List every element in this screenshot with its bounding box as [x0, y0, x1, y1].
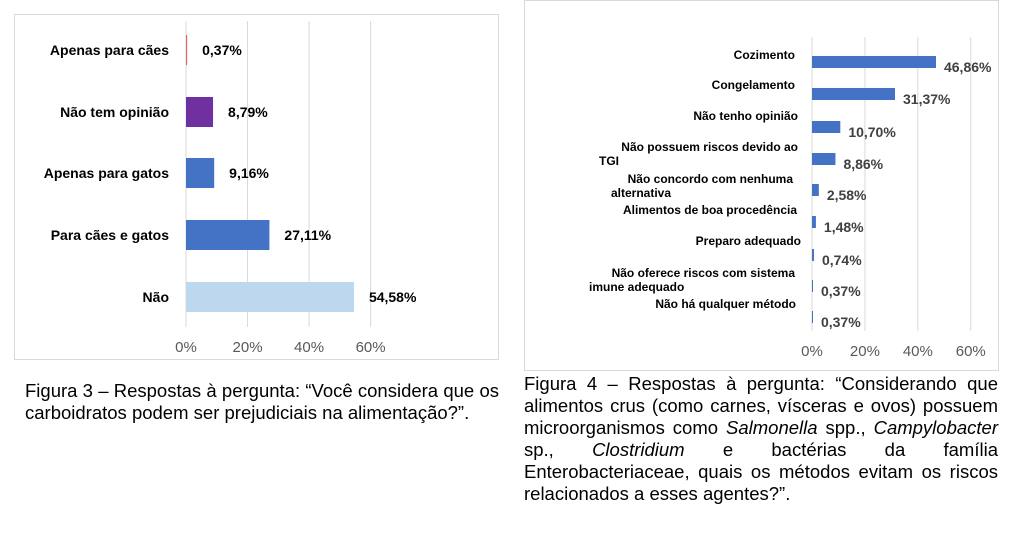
category-label: Não concordo com nenhuma — [627, 172, 793, 186]
bar-chart-figure-3 — [15, 15, 498, 359]
x-tick-label: 0% — [801, 343, 823, 360]
bar-value-label: 31,37% — [903, 91, 951, 107]
bar — [812, 88, 895, 100]
caption-text: Figura 4 – Respostas à pergunta: “Considerando que alimentos crus (como carnes, vísceras e ovos) possuem microorganismos como — [524, 373, 998, 438]
figure-4-caption — [524, 373, 998, 505]
bar — [812, 153, 835, 165]
bar — [812, 311, 813, 323]
bar-value-label: 9,16% — [229, 165, 269, 181]
chart-panel-figure-3 — [14, 14, 499, 360]
bar-value-label: 0,37% — [820, 314, 861, 330]
bar-value-label: 8,79% — [228, 104, 268, 120]
bar-value-label: 27,11% — [284, 227, 332, 243]
bar — [186, 97, 213, 127]
category-label: Não tenho opinião — [693, 109, 798, 123]
category-label: Não possuem riscos devido ao — [621, 140, 798, 154]
bar-chart-figure-4 — [525, 1, 998, 370]
caption-italic-term: Campylobacter — [873, 417, 998, 438]
bar — [812, 249, 814, 261]
bar — [186, 158, 214, 188]
caption-italic-term: Clostridium — [592, 439, 685, 460]
bar — [812, 121, 840, 133]
category-label: Apenas para gatos — [43, 165, 169, 181]
caption-italic-term: Salmonella — [726, 417, 818, 438]
category-label: Congelamento — [711, 78, 795, 92]
x-tick-label: 40% — [294, 339, 325, 356]
bar — [186, 220, 269, 250]
bar — [812, 56, 936, 68]
bar-value-label: 0,37% — [202, 42, 242, 58]
bar-value-label: 0,74% — [821, 252, 862, 268]
category-label: alternativa — [611, 186, 672, 200]
bar-value-label: 46,86% — [943, 59, 992, 75]
category-label: Cozimento — [733, 48, 795, 62]
category-label: Não há qualquer método — [655, 297, 796, 311]
bar-value-label: 10,70% — [848, 124, 896, 140]
bar — [812, 216, 816, 228]
category-label: imune adequado — [589, 280, 685, 294]
caption-text: sp., — [524, 439, 593, 460]
category-label: TGI — [599, 154, 619, 168]
x-tick-label: 20% — [232, 339, 263, 356]
bar-value-label: 2,58% — [826, 187, 867, 203]
bar-value-label: 0,37% — [820, 283, 861, 299]
category-label: Não — [142, 289, 169, 305]
caption-text: e bactérias da família Enterobacteriaceae, quais os métodos evitam os riscos relacionados a esses agentes?”. — [524, 439, 998, 504]
caption-text: spp., — [817, 417, 874, 438]
category-label: Para cães e gatos — [50, 227, 169, 243]
x-tick-label: 40% — [902, 343, 933, 360]
category-label: Apenas para cães — [49, 42, 169, 58]
bar — [186, 282, 354, 312]
bar — [812, 184, 819, 196]
bar — [812, 280, 813, 292]
category-label: Não oferece riscos com sistema — [611, 266, 795, 280]
x-tick-label: 60% — [355, 339, 386, 356]
figure-3-caption: Figura 3 – Respostas à pergunta: “Você considera que os carboidratos podem ser prejudiciais na alimentação?”. — [25, 380, 499, 423]
x-tick-label: 0% — [175, 339, 197, 356]
x-tick-label: 60% — [955, 343, 986, 360]
category-label: Preparo adequado — [695, 234, 801, 248]
bar — [186, 35, 187, 65]
x-tick-label: 20% — [849, 343, 880, 360]
chart-panel-figure-4 — [524, 0, 999, 371]
bar-value-label: 8,86% — [843, 156, 884, 172]
bar-value-label: 1,48% — [823, 219, 864, 235]
bar-value-label: 54,58% — [368, 289, 417, 305]
category-label: Alimentos de boa procedência — [622, 203, 797, 217]
category-label: Não tem opinião — [60, 104, 169, 120]
